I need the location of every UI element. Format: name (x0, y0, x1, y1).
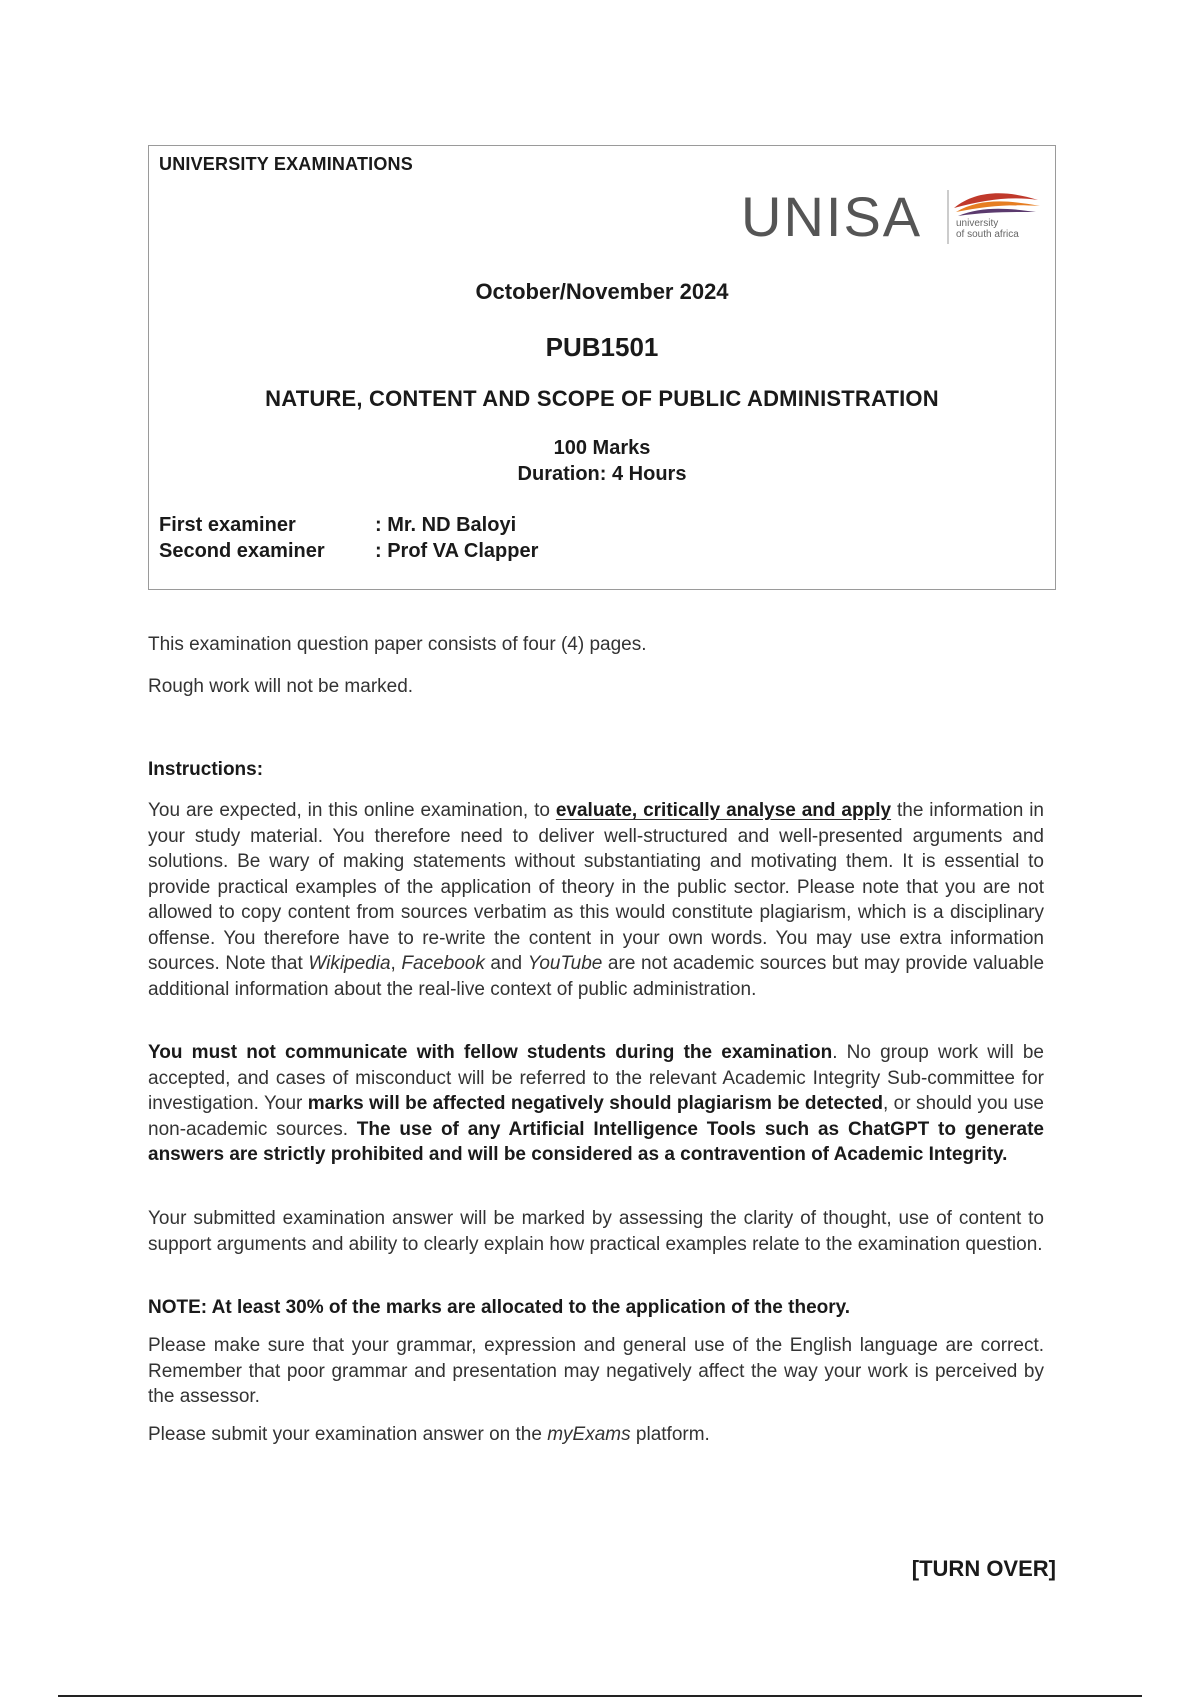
unisa-logo (741, 182, 1046, 252)
logo-wordmark: UNISA (741, 185, 923, 248)
total-marks: 100 Marks (553, 437, 651, 459)
theory-allocation-note: NOTE: At least 30% of the marks are allocated to the application of the theory. (148, 1297, 851, 1318)
rough-work-note: Rough work will not be marked. (148, 676, 414, 697)
second-examiner-name: : Prof VA Clapper (375, 540, 539, 562)
footer-divider (58, 1695, 1142, 1697)
logo-tagline-line1: university (956, 218, 999, 229)
page-count-note: This examination question paper consists of four (4) pages. (148, 634, 647, 655)
second-examiner-label: Second examiner (159, 540, 325, 562)
instructions-paragraph-2: You must not communicate with fellow students during the examination. No group work will be accepted, and cases of misconduct will be referred to the relevant Academic Integrity Sub-committee for investigation. Your marks will be affected negatively should plagiarism be detected, or should you use non-academic sources. The use of any Artificial Intelligence Tools such as ChatGPT to generate answers are strictly prohibited and will be considered as a contravention of Academic Integrity. (148, 1042, 1044, 1165)
instructions-paragraph-3: Your submitted examination answer will be marked by assessing the clarity of thought, use of content to support arguments and ability to clearly explain how practical examples relate to the examination question. (148, 1208, 1044, 1255)
module-code: PUB1501 (545, 332, 659, 362)
logo-tagline-line2: of south africa (956, 229, 1019, 240)
instructions-paragraph-1: You are expected, in this online examination, to evaluate, critically analyse and apply the information in your study material. You therefore need to deliver well-structured and well-presented arguments and solutions. Be wary of making statements without substantiating and motivating them. It is essential to provide practical examples of the application of theory in the public sector. Please note that you are not allowed to copy content from sources verbatim as this would constitute plagiarism, which is a disciplinary offense. You therefore have to re-write the content in your own words. You may use extra information sources. Note that Wikipedia, Facebook and YouTube are not academic sources but may provide valuable additional information about the real-live context of public administration. (148, 800, 1045, 1000)
university-examinations-label: UNIVERSITY EXAMINATIONS (159, 154, 413, 174)
exam-header-box (148, 145, 1056, 590)
module-title: NATURE, CONTENT AND SCOPE OF PUBLIC ADMINISTRATION (265, 386, 939, 411)
turn-over-label: [TURN OVER] (911, 1556, 1056, 1581)
logo-tagline (956, 218, 1019, 240)
exam-duration: Duration: 4 Hours (517, 463, 687, 485)
instructions-heading: Instructions: (148, 759, 264, 780)
first-examiner-label: First examiner (159, 514, 296, 536)
instructions-paragraph-4: Please make sure that your grammar, expression and general use of the English language are correct. Remember that poor grammar and presentation may negatively affect the way your work is perceived by the assessor. (148, 1335, 1044, 1407)
exam-session: October/November 2024 (475, 279, 729, 304)
first-examiner-name: : Mr. ND Baloyi (375, 514, 517, 536)
submission-instruction: Please submit your examination answer on the myExams platform. (148, 1424, 710, 1445)
